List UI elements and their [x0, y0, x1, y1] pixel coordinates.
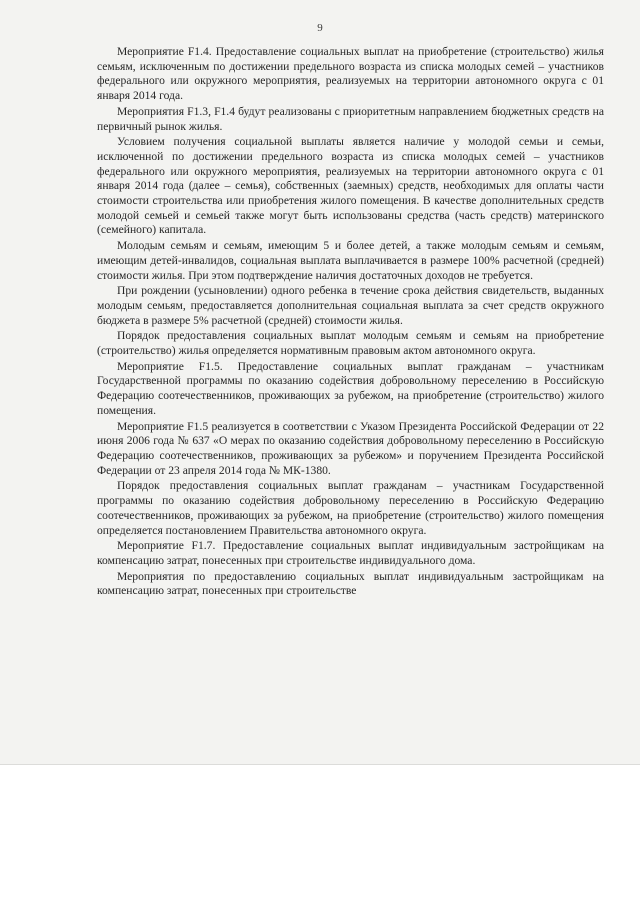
blank-margin [0, 765, 640, 905]
paragraph-payment-condition: Условием получения социальной выплаты является наличие у молодой семьи и семьи, исключенной по достижении предельного возраста из списка молодых семей – участников федерального или окружного мероприятия, реализуемых на территории автономного округа с 01 января 2014 года (далее – семья), собственных (заемных) средств, необходимых для оплаты части стоимости строительства или приобретения жилого помещения. В качестве дополнительных средств молодой семьей и семьей также могут быть использованы средства (часть средств) материнского (семейного) капитала. [97, 135, 604, 237]
page-number: 9 [317, 22, 323, 34]
paragraph-measure-f1-7: Мероприятие F1.7. Предоставление социальных выплат индивидуальным застройщикам на компенсацию затрат, понесенных при строительстве индивидуального дома. [97, 539, 604, 567]
paragraph-large-families: Молодым семьям и семьям, имеющим 5 и более детей, а также молодым семьям и семьям, имеющим детей-инвалидов, социальная выплата выплачивается в размере 100% расчетной (средней) стоимости жилья. При этом подтверждение наличия достаточных доходов не требуется. [97, 239, 604, 282]
paragraph-measure-f1-4: Мероприятие F1.4. Предоставление социальных выплат на приобретение (строительство) жилья семьям, исключенным по достижении предельного возраста из списка молодых семей – участников федерального или окружного мероприятия, реализуемых на территории автономного округа с 01 января 2014 года. [97, 45, 604, 103]
paragraph-presidential-decree: Мероприятие F1.5 реализуется в соответствии с Указом Президента Российской Федерации от 22 июня 2006 года № 637 «О мерах по оказанию содействия добровольному переселению в Российскую Федерацию соотечественников, проживающих за рубежом» и поручением Президента Российской Федерации от 23 апреля 2014 года № МК-1380. [97, 419, 604, 477]
paragraph-childbirth-bonus: При рождении (усыновлении) одного ребенка в течение срока действия свидетельств, выданных молодым семьям, предоставляется дополнительная социальная выплата за счет средств окружного бюджета в размере 5% расчетной (средней) стоимости жилья. [97, 284, 604, 327]
paragraph-individual-builders: Мероприятия по предоставлению социальных выплат индивидуальным застройщикам на компенсацию затрат, понесенных при строительстве [97, 569, 604, 598]
paragraph-procedure-compatriots: Порядок предоставления социальных выплат гражданам – участникам Государственной программы по оказанию содействия добровольному переселению в Российскую Федерацию соотечественников, проживающих за рубежом, на приобретение (строительство) жилого помещения определяется постановлением Правительства автономного округа. [97, 479, 604, 537]
paragraph-priority-market: Мероприятия F1.3, F1.4 будут реализованы с приоритетным направлением бюджетных средств на первичный рынок жилья. [97, 104, 604, 133]
paragraph-procedure-young-families: Порядок предоставления социальных выплат молодым семьям и семьям на приобретение (строительство) жилья определяется нормативным правовым актом автономного округа. [97, 329, 604, 358]
paragraph-measure-f1-5: Мероприятие F1.5. Предоставление социальных выплат гражданам – участникам Государственной программы по оказанию содействия добровольному переселению в Российскую Федерацию соотечественников, проживающих за рубежом, на приобретение (строительство) жилого помещения. [97, 359, 604, 417]
document-body [97, 45, 604, 600]
